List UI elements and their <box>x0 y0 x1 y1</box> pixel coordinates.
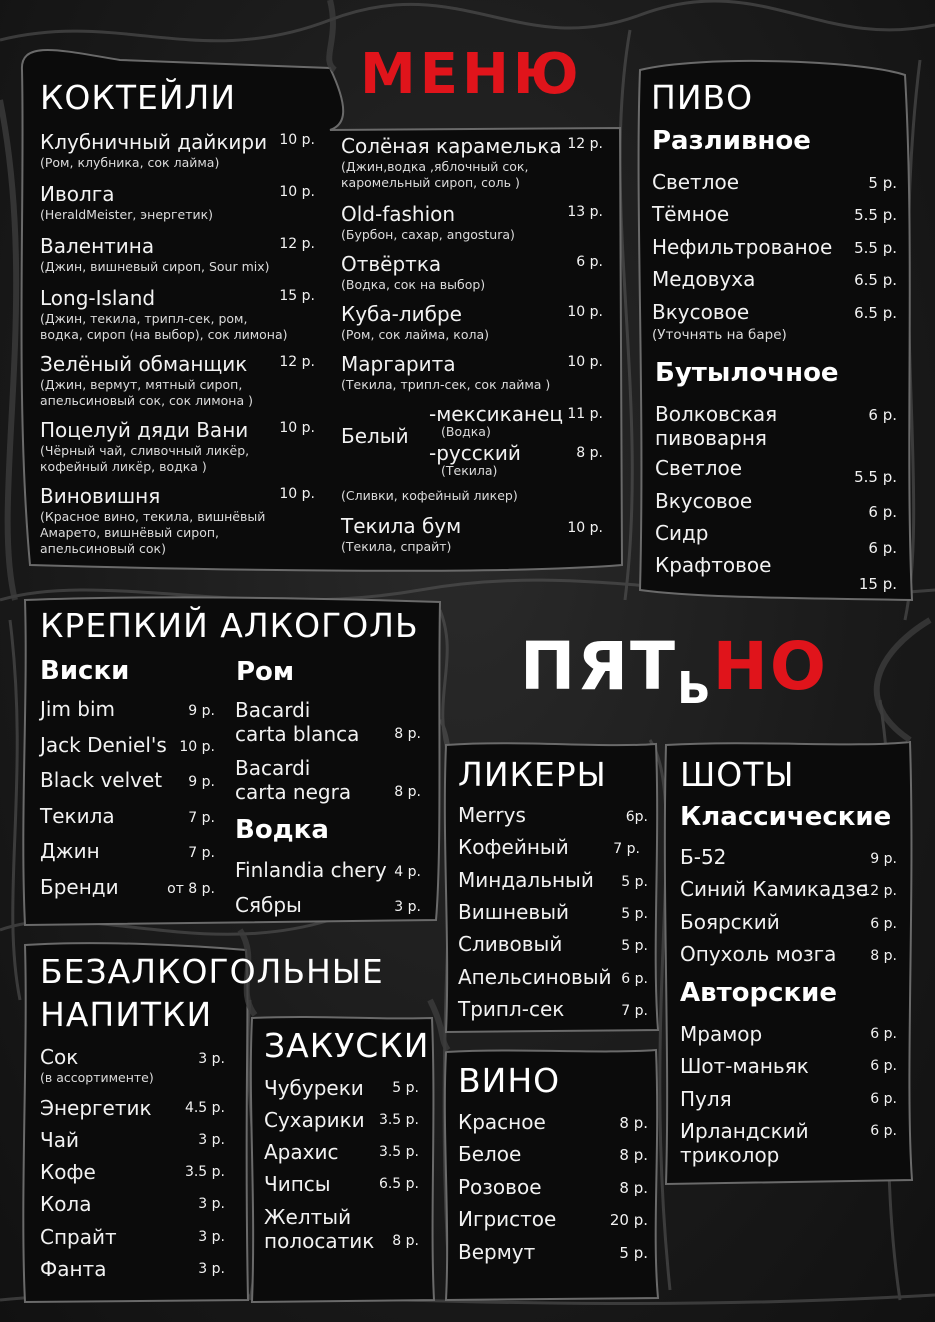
shots-author-title: Авторские <box>680 978 838 1008</box>
strong-title: КРЕПКИЙ АЛКОГОЛЬ <box>40 606 419 645</box>
brand-logo <box>520 628 828 714</box>
whisky-title: Виски <box>40 656 130 686</box>
soft-title-line2: НАПИТКИ <box>40 995 213 1034</box>
cocktails-title: КОКТЕЙЛИ <box>40 78 237 117</box>
cocktail-item-white: Белый -мексиканец (Водка) 11 р. -русский (Текила) 8 р. (Сливки, кофейный ликер) <box>341 402 603 503</box>
menu-title: МЕНЮ <box>360 42 583 107</box>
snacks-title: ЗАКУСКИ <box>264 1026 430 1065</box>
logo-part-right: НО <box>712 628 828 705</box>
logo-part-left: ПЯТ <box>520 628 678 705</box>
vodka-title: Водка <box>235 815 329 845</box>
beer-title: ПИВО <box>651 78 754 117</box>
shots-title: ШОТЫ <box>680 755 795 794</box>
wine-title: ВИНО <box>458 1061 561 1100</box>
shots-classic-title: Классические <box>680 802 892 832</box>
beer-draft-title: Разливное <box>652 126 811 156</box>
liqueurs-title: ЛИКЕРЫ <box>458 755 607 794</box>
menu-page: МЕНЮ $ПЯТ_ЬНО$ КОКТЕЙЛИ Клубничный дайкири (Ром, клубника, сок лайма) 10 р. Иволга (HeraldMeister, энергетик) 10 р. Валентина (Джин, вишневый сироп, Sour mix) 12 р. Long-Island (Джин, текила, трипл-сек, ром, водка, сироп (на выбор), сок лимона) 15 р. Зелёный обманщик (Джин, вермут, мятный сироп, апельсиновый сок, сок лимона ) 12 р. Поцелуй дяди Вани (Чёрный чай, сливочный ликёр, кофейный ликёр, водка ) 10 р. Виновишня (Красное вино, текила, вишнёвый Амарето, вишнёвый сироп, апельсиновый сок) 10 р. Солёная карамелька (Джин,водка ,яблочный сок, каромельный сироп, соль ) 12 р. Old-fashion (Бурбон, сахар, angostura) 13 р. Отвёртка (Водка, сок на выбор) 6 р. Куба-либре (Ром, сок лайма, кола) 10 р. Маргарита (Текила, трипл-сек, сок лайма ) 10 р. Белый -мексиканец (Водка) 11 р. -русский (Текила) 8 р. (Сливки, кофейный ликер) Текила бум (Текила, спрайт) 10 р. ПИВО Разливное Светлое 5 р. Тёмное 5.5 р. Нефильтрованое 5.5 р. Медовуха 6.5 р. Вкусовое (Уточнять на баре) 6.5 р. Бутылочное Волковская пивоварня 6 р. Светлое 5.5 р. Вкусовое 6 р. Сидр 6 р. Крафтовое 15 р. КРЕПКИЙ АЛКОГОЛЬ Виски Jim bim 9 р. Jack Deniel's 10 р. Black velvet 9 р. Текила 7 р. Джин 7 р. Бренди от 8 р. Ром Bacardi carta blanca 8 р. Bacardi carta negra 8 р. Водка Finlandia chery 4 р. Сябры 3 р. БЕЗАЛКОГОЛЬНЫЕ НАПИТКИ Сок (в ассортименте) 3 р. Энергетик 4.5 р. Чай 3 р. Кофе 3.5 р. Кола 3 р. Спрайт 3 р. Фанта 3 р. ЗАКУСКИ Чубуреки 5 р. Сухарики 3.5 р. Арахис 3.5 р. Чипсы 6.5 р. Желтый полосатик 8 р. ЛИКЕРЫ Merrys 6р. Кофейный 7 р. Миндальный 5 р. Вишневый 5 р. Сливовый 5 р. Апельсиновый 6 р. Трипл-сек 7 р. ВИНО Красное 8 р. Белое 8 р. Розовое 8 р. Игристое 20 р. Вермут 5 р. ШОТЫ Классические Б-52 9 р. Синий Камикадзе 12 р. Боярский 6 р. Опухоль мозга 8 р. Авторские Мрамор 6 р. Шот-маньяк 6 р. Пуля 6 р. Ирландский триколор 6 р. <box>0 0 935 1322</box>
beer-bottled-title: Бутылочное <box>655 358 839 388</box>
rum-title: Ром <box>236 657 295 687</box>
logo-part-mid: Ь <box>677 663 713 714</box>
soft-title-line1: БЕЗАЛКОГОЛЬНЫЕ <box>40 952 384 991</box>
